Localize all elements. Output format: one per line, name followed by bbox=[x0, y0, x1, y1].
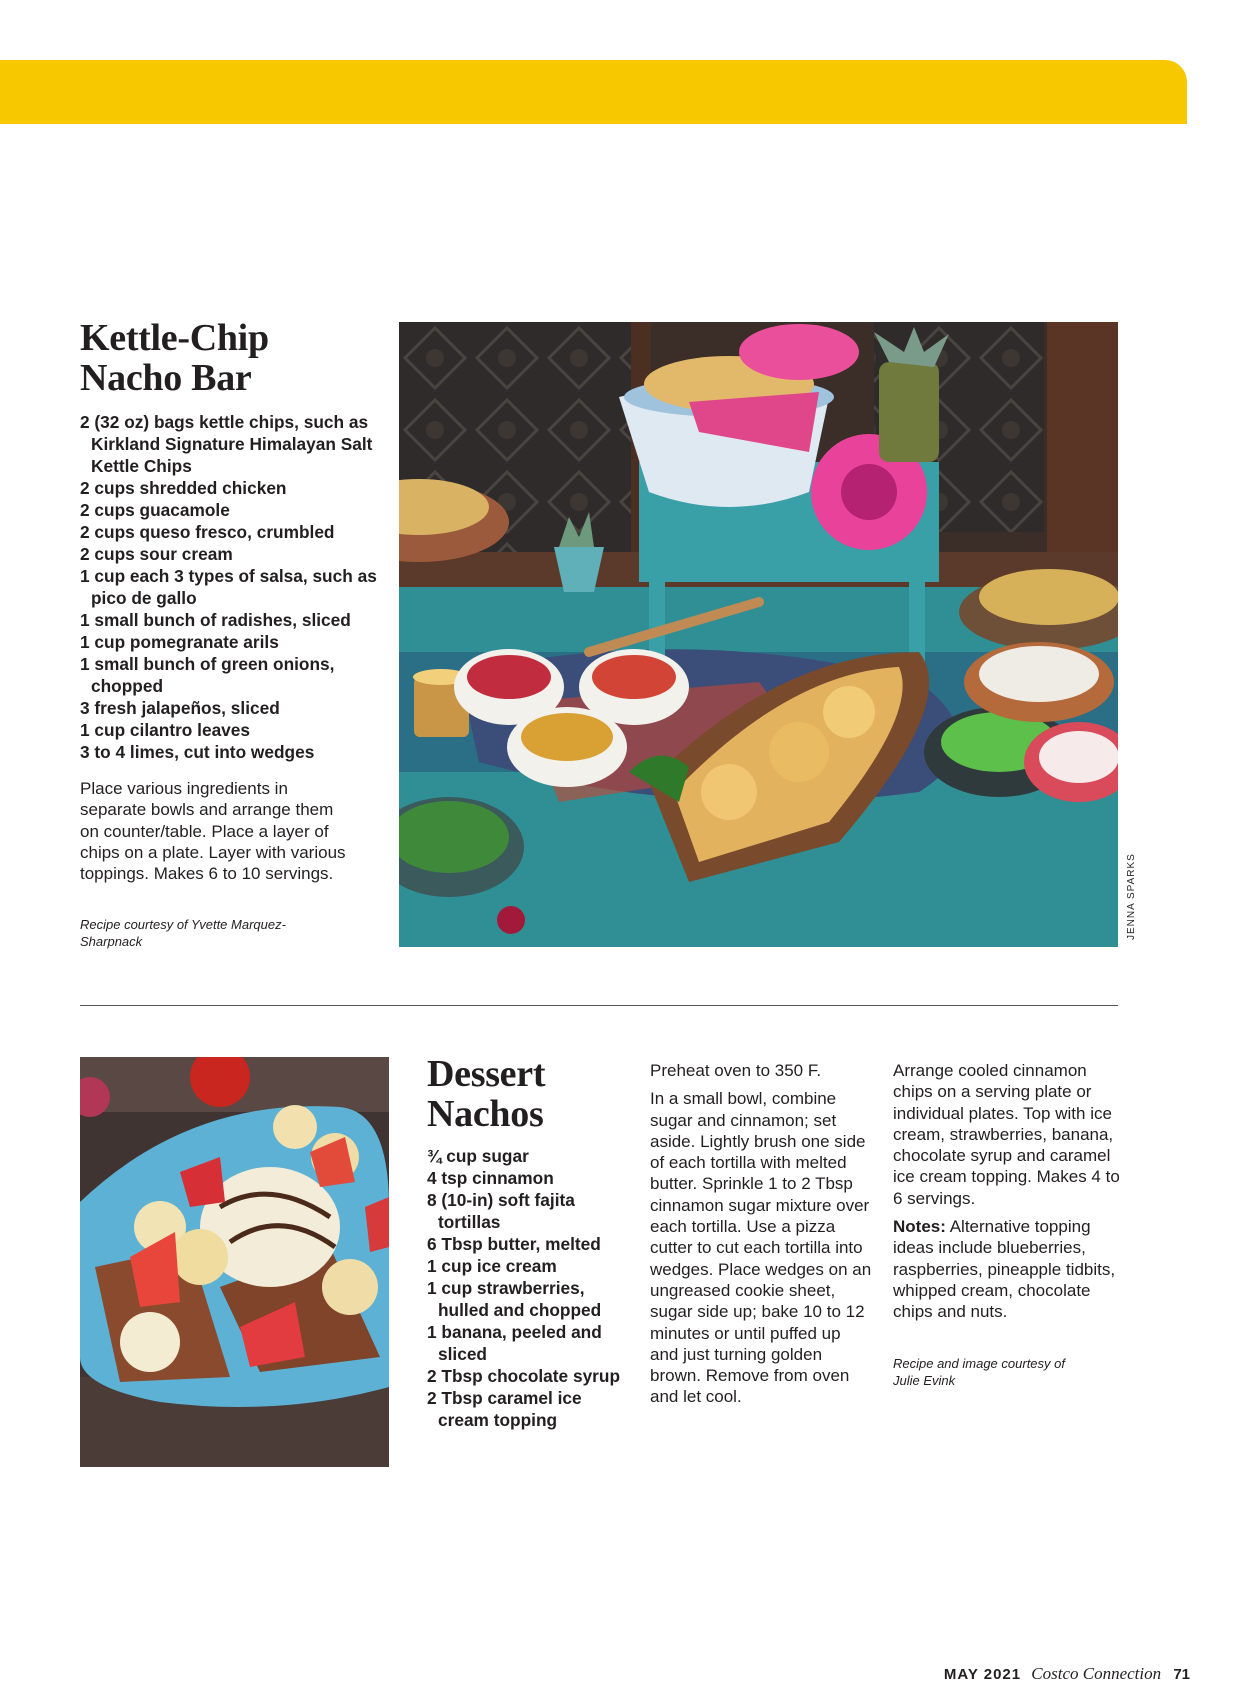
page-footer bbox=[944, 1664, 1190, 1684]
recipe1-ingredients bbox=[80, 411, 380, 763]
ingredient-item: 1 cup ice cream bbox=[427, 1256, 557, 1276]
recipe2-notes bbox=[893, 1216, 1123, 1322]
recipe1-title bbox=[80, 318, 269, 398]
ingredient-item: 1 cup strawberries, hulled and chopped bbox=[427, 1278, 602, 1320]
ingredient-item: 6 Tbsp butter, melted bbox=[427, 1234, 601, 1254]
direction-step: Arrange cooled cinnamon chips on a serving plate or individual plates. Top with ice cream, strawberries, banana, chocolate syrup and caramel ice cream topping. Makes 4 to 6 servings. bbox=[893, 1061, 1120, 1208]
recipe1-credit: Recipe courtesy of Yvette Marquez-Sharpnack bbox=[80, 917, 286, 949]
ingredient-item: 1 cup each 3 types of salsa, such as pico de gallo bbox=[80, 566, 377, 608]
direction-step: In a small bowl, combine sugar and cinnamon; set aside. Lightly brush one side of each tortilla with melted butter. Sprinkle 1 to 2 Tbsp cinnamon sugar mixture over each tortilla. Use a pizza cutter to cut each tortilla into wedges. Place wedges on an ungreased cookie sheet, sugar side up; bake 10 to 12 minutes or until puffed up and just turning golden brown. Remove from oven and let cool. bbox=[650, 1089, 872, 1407]
ingredient-item: 2 (32 oz) bags kettle chips, such as Kirkland Signature Himalayan Salt Kettle Chips bbox=[80, 412, 373, 476]
ingredient-item: 3 to 4 limes, cut into wedges bbox=[80, 742, 315, 762]
header-banner bbox=[0, 60, 1187, 124]
ingredient-item: 2 cups queso fresco, crumbled bbox=[80, 522, 335, 542]
issue-date: MAY 2021 bbox=[943, 1666, 1022, 1683]
magazine-name: Costco Connection bbox=[1031, 1664, 1162, 1683]
photo-credit: JENNA SPARKS bbox=[1126, 853, 1137, 940]
recipe2-title-line: Nachos bbox=[427, 1093, 544, 1135]
notes-text: Alternative topping ideas include blueberries, raspberries, pineapple tidbits, whipped cream, chocolate chips and nuts. bbox=[893, 1217, 1116, 1322]
ingredient-item: 1 banana, peeled and sliced bbox=[427, 1322, 602, 1364]
recipe2-ingredients bbox=[427, 1145, 627, 1431]
recipe1-title-line: Kettle-Chip bbox=[80, 317, 269, 359]
page-number: 71 bbox=[1173, 1666, 1190, 1683]
recipe1-directions: Place various ingredients in separate bowls and arrange them on counter/table. Place a layer of chips on a plate. Layer with various toppings. Makes 6 to 10 servings. bbox=[80, 779, 346, 884]
notes-label: Notes: bbox=[893, 1217, 946, 1237]
direction-step: Preheat oven to 350 F. bbox=[650, 1061, 822, 1080]
ingredient-item: 1 cup cilantro leaves bbox=[80, 720, 251, 740]
section-divider bbox=[80, 1005, 1118, 1006]
recipe2-serving bbox=[893, 1060, 1123, 1330]
recipe1-title-line: Nacho Bar bbox=[80, 357, 252, 399]
recipe2-credit: Recipe and image courtesy of Julie Evink bbox=[893, 1356, 1065, 1388]
recipe2-title bbox=[427, 1054, 545, 1134]
ingredient-item: 2 cups sour cream bbox=[80, 544, 233, 564]
dessert-nachos-photo bbox=[80, 1057, 389, 1467]
ingredient-item: 8 (10-in) soft fajita tortillas bbox=[427, 1190, 575, 1232]
ingredient-item: 1 small bunch of green onions, chopped bbox=[80, 654, 335, 696]
ingredient-item: 2 cups shredded chicken bbox=[80, 478, 287, 498]
nacho-bar-photo bbox=[399, 322, 1118, 947]
recipe2-title-line: Dessert bbox=[427, 1053, 546, 1095]
recipe2-directions bbox=[650, 1060, 872, 1415]
ingredient-item: 2 Tbsp caramel ice cream topping bbox=[427, 1388, 582, 1430]
ingredient-item: ¾ cup sugar bbox=[427, 1146, 529, 1166]
ingredient-item: 2 cups guacamole bbox=[80, 500, 230, 520]
ingredient-item: 4 tsp cinnamon bbox=[427, 1168, 554, 1188]
ingredient-item: 2 Tbsp chocolate syrup bbox=[427, 1366, 621, 1386]
ingredient-item: 1 small bunch of radishes, sliced bbox=[80, 610, 351, 630]
ingredient-item: 1 cup pomegranate arils bbox=[80, 632, 279, 652]
ingredient-item: 3 fresh jalapeños, sliced bbox=[80, 698, 280, 718]
